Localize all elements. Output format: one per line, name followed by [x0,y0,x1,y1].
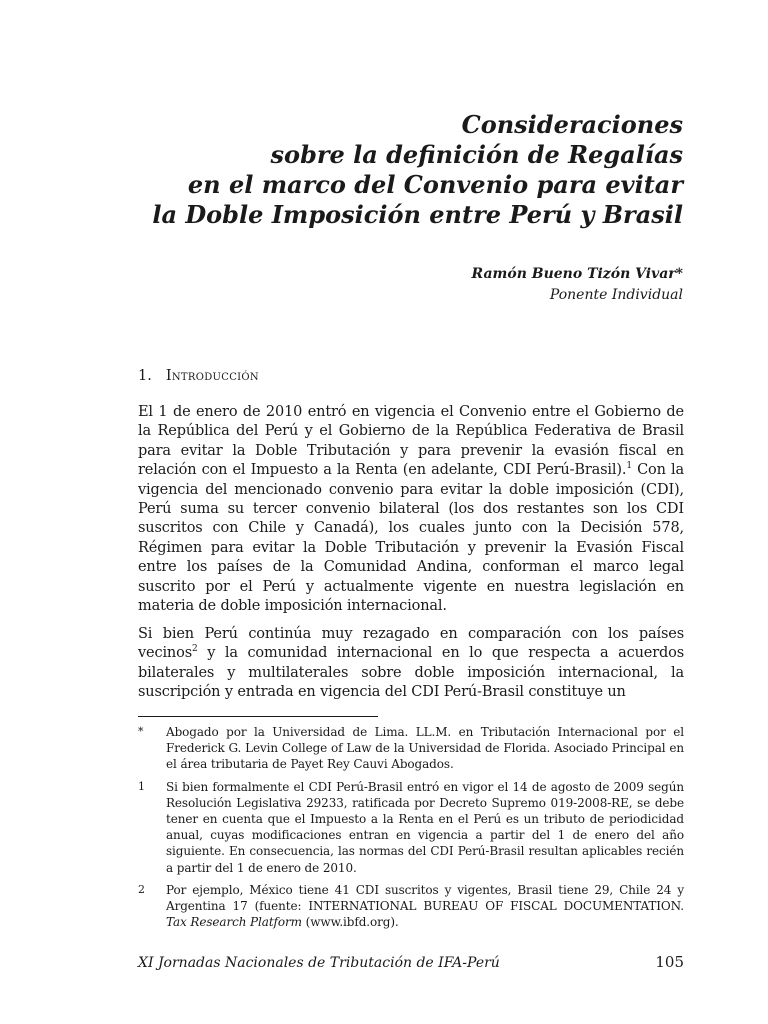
author-name: Ramón Bueno Tizón Vivar* [471,266,683,282]
paragraph-2-text-a: Si bien Perú continúa muy rezagado en comparación con los países vecinos [138,626,684,662]
footnote-mark: 2 [138,882,145,896]
author-role: Ponente Individual [549,287,683,303]
title-line-4: la Doble Imposición entre Perú y Brasil [152,200,683,229]
page-footer [138,953,684,971]
article-title [83,110,683,230]
footnote-text-b: (www.ibfd.org). [301,915,399,930]
title-line-2: sobre la definición de Regalías [270,140,683,169]
paragraph-1-text-b: Con la vigencia del mencionado convenio para evitar la doble imposición (CDI), Perú suma su tercer convenio bilateral (los dos restantes son los CDI suscritos con Chile y Canadá), los cuales junto con la Decisión 578, Régimen para evitar la Doble Tributación y prevenir la Evasión Fiscal entre los países de la Comunidad Andina, conforman el marco legal suscrito por el Perú y actualmente vigente en nuestra legislación en materia de doble imposición internacional. [138,462,684,615]
paragraph-1-text-a: El 1 de enero de 2010 entró en vigencia el Convenio entre el Gobierno de la República del Perú y el Gobierno de la República Federativa de Brasil para evitar la Doble Tributación y para prevenir la evasión fiscal en relación con el Impuesto a la Renta (en adelante, CDI Perú-Brasil). [138,404,684,479]
footnotes [138,724,684,936]
footnote-ref-1[interactable]: 1 [626,461,632,472]
footnote-mark: 1 [138,779,145,793]
paragraph-2-text-b: y la comunidad internacional en lo que respecta a acuerdos bilaterales y multilaterales sobre doble imposición internacional, la suscripción y entrada en vigencia del CDI Perú-Brasil constituye un [138,645,684,701]
title-line-3: en el marco del Convenio para evitar [187,170,683,199]
section-title: Introducción [165,368,259,384]
footnote-divider [138,716,378,717]
paragraph-2 [138,625,684,703]
footnote-source-title: Tax Research Platform [166,915,302,930]
footnote-text [166,882,684,931]
footer-publication: XI Jornadas Nacionales de Tributación de IFA-Perú [138,955,500,971]
footnote-item [138,779,684,876]
footnote-ref-2[interactable]: 2 [192,644,198,655]
footnote-text: Si bien formalmente el CDI Perú-Brasil entró en vigor el 14 de agosto de 2009 según Resolución Legislativa 29233, ratificada por Decreto Supremo 019-2008-RE, se debe tener en cuenta que el Impuesto a la Renta en el Perú es un tributo de periodicidad anual, cuyas modificaciones entran en vigencia a partir del 1 de enero del año siguiente. En consecuencia, las normas del CDI Perú-Brasil resultan aplicables recién a partir del 1 de enero de 2010. [166,779,684,875]
footnote-item [138,724,684,773]
page-number: 105 [655,953,684,971]
title-line-1: Consideraciones [461,110,683,139]
footnote-text-a: Por ejemplo, México tiene 41 CDI suscritos y vigentes, Brasil tiene 29, Chile 24 y Argentina 17 (fuente: INTERNATIONAL BUREAU OF FISCAL DOCUMENTATION. [166,882,684,914]
author-block [472,264,683,306]
paragraph-1 [138,403,684,616]
section-heading [138,366,259,386]
footnote-mark: * [138,725,144,738]
footnote-text: Abogado por la Universidad de Lima. LL.M. en Tributación Internacional por el Frederick G. Levin College of Law de la Universidad de Florida. Asociado Principal en el área tributaria de Payet Rey Cauvi Abogados. [166,725,684,772]
footnote-item [138,882,684,931]
section-number: 1. [138,368,152,384]
